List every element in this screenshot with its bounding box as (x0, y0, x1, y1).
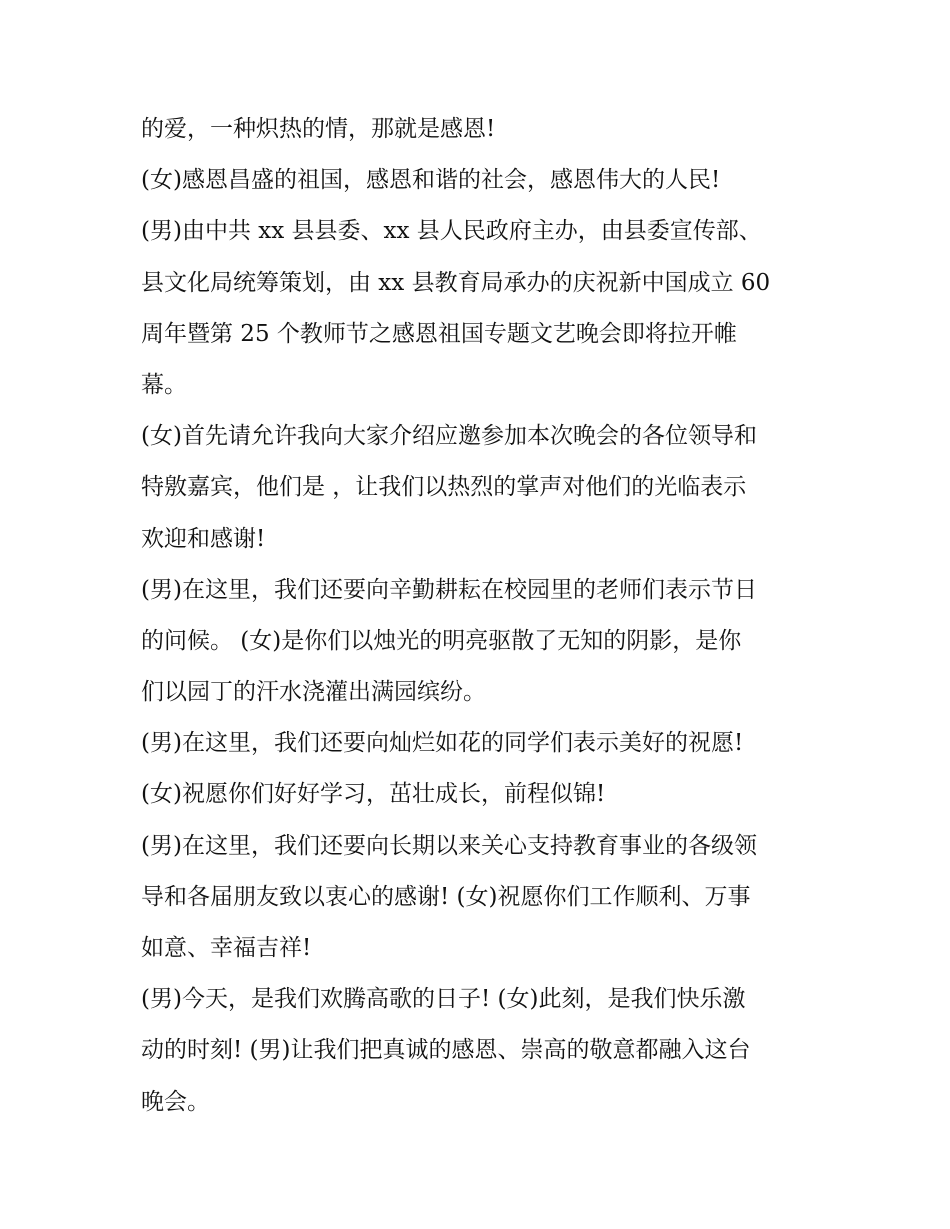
text-line: 欢迎和感谢! (141, 525, 266, 552)
text-line: 导和各届朋友致以衷心的感谢! (女)祝愿你们工作顺利、万事 (141, 883, 751, 910)
text-line: 们以园丁的汗水浇灌出满园缤纷。 (141, 679, 486, 706)
body-text (141, 104, 821, 1128)
text-line: 幕。 (141, 371, 187, 398)
text-line: 晚会。 (141, 1088, 210, 1115)
text-line: (男)由中共 xx 县县委、xx 县人民政府主办，由县委宣传部、 (141, 218, 762, 245)
text-line: (女)首先请允许我向大家介绍应邀参加本次晚会的各位领导和 (141, 423, 757, 450)
text-line: 的爱，一种炽热的情，那就是感恩! (141, 116, 496, 142)
text-line: 周年暨第 25 个教师节之感恩祖国专题文艺晚会即将拉开帷 (141, 320, 737, 347)
text-line: (女)感恩昌盛的祖国，感恩和谐的社会，感恩伟大的人民! (141, 167, 721, 194)
text-line: 动的时刻! (男)让我们把真诚的感恩、崇高的敬意都融入这台 (141, 1037, 751, 1064)
text-line: (男)今天，是我们欢腾高歌的日子! (女)此刻，是我们快乐激 (141, 986, 746, 1013)
text-line: (女)祝愿你们好好学习，茁壮成长，前程似锦! (141, 781, 606, 808)
text-line: 如意、幸福吉祥! (141, 935, 312, 961)
text-line: 特敫嘉宾，他们是 ，让我们以热烈的掌声对他们的光临表示 (141, 474, 747, 501)
text-line: (男)在这里，我们还要向灿烂如花的同学们表示美好的祝愿! (141, 730, 744, 757)
text-line: 的问候。 (女)是你们以烛光的明亮驱散了无知的阴影，是你 (141, 627, 742, 654)
text-line: (男)在这里，我们还要向辛勤耕耘在校园里的老师们表示节日 (141, 576, 757, 603)
text-line: (男)在这里，我们还要向长期以来关心支持教育事业的各级领 (141, 832, 757, 859)
text-line: 县文化局统筹策划，由 xx 县教育局承办的庆祝新中国成立 60 (141, 269, 771, 296)
